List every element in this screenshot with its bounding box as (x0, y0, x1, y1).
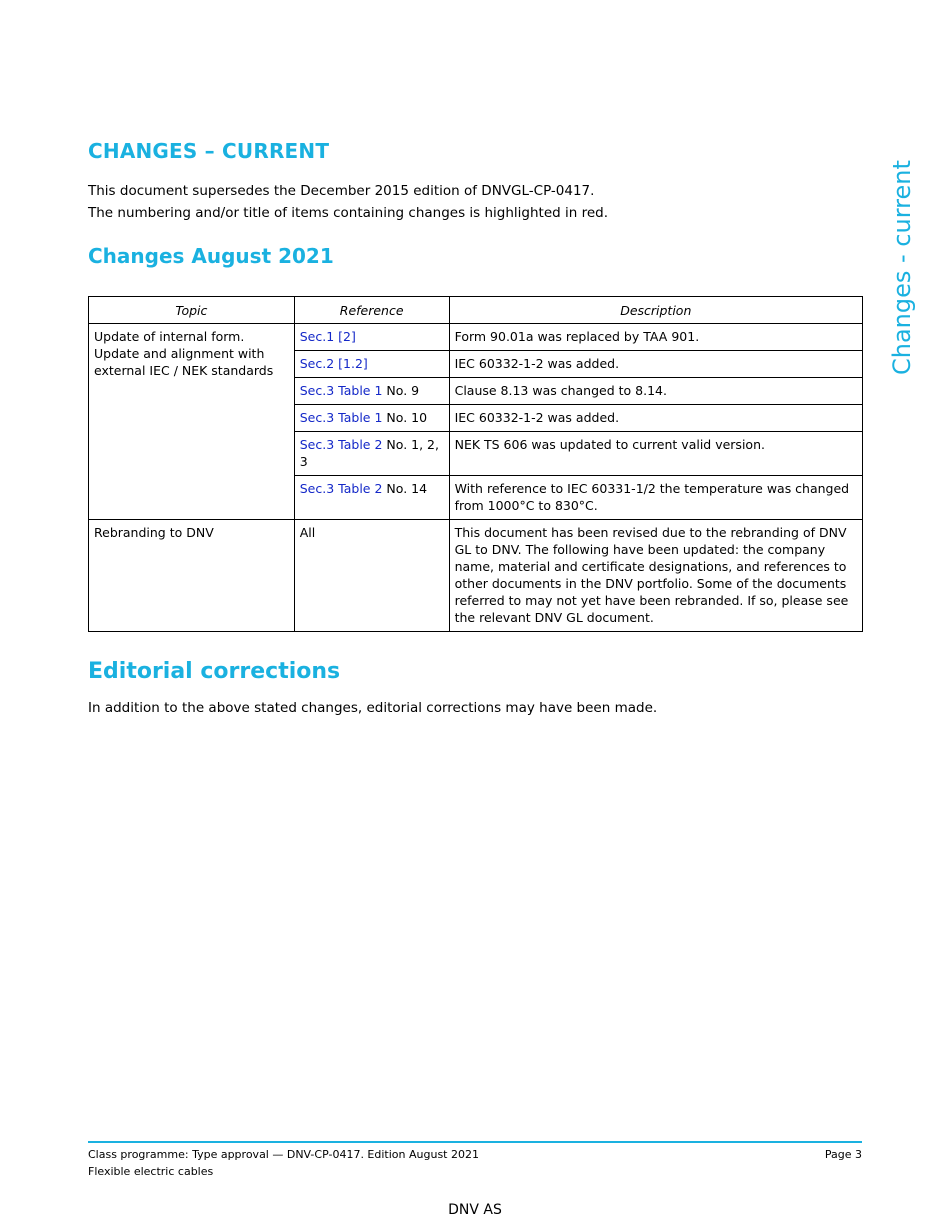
reference-link[interactable]: Sec.2 [1.2] (299, 356, 368, 371)
description-cell: With reference to IEC 60331-1/2 the temperature was changed from 1000°C to 830°C. (449, 476, 862, 520)
topic-line: external IEC / NEK standards (94, 363, 274, 378)
side-tab (882, 145, 922, 375)
reference-cell (294, 405, 449, 432)
header-reference: Reference (294, 297, 449, 324)
reference-link[interactable]: Table 2 (338, 437, 383, 452)
intro-text (88, 180, 868, 224)
reference-link[interactable]: Table 2 (338, 481, 383, 496)
description-cell: This document has been revised due to the rebranding of DNV GL to DNV. The following have been updated: the company name, material and certificate designations, and references to other documents in the DNV portfolio. Some of the documents referred to may not yet have been rebranded. If so, please see the relevant DNV GL document. (449, 520, 862, 632)
reference-cell (294, 351, 449, 378)
footer-divider (88, 1141, 862, 1143)
table-row (89, 520, 863, 632)
page-title: CHANGES – CURRENT (88, 139, 330, 163)
intro-line-2: The numbering and/or title of items containing changes is highlighted in red. (88, 205, 609, 221)
reference-cell (294, 324, 449, 351)
intro-line-1: This document supersedes the December 2015 edition of DNVGL-CP-0417. (88, 183, 595, 199)
side-tab-label: Changes - current (888, 160, 916, 375)
reference-cell (294, 432, 449, 476)
editorial-text: In addition to the above stated changes, editorial corrections may have been made. (88, 700, 658, 716)
changes-table (88, 296, 863, 632)
footer-left (88, 1146, 479, 1180)
reference-link[interactable]: Table 1 (338, 383, 383, 398)
reference-cell (294, 378, 449, 405)
reference-cell (294, 476, 449, 520)
changes-heading: Changes August 2021 (88, 244, 334, 268)
reference-link[interactable]: Sec.3 (299, 410, 335, 425)
page-number: Page 3 (824, 1148, 862, 1161)
reference-link[interactable]: Sec.3 (299, 383, 335, 398)
description-cell: NEK TS 606 was updated to current valid version. (449, 432, 862, 476)
header-topic: Topic (89, 297, 295, 324)
reference-link[interactable]: Sec.1 [2] (299, 329, 356, 344)
reference-text: No. 9 (386, 383, 420, 398)
footer-line-1: Class programme: Type approval — DNV-CP-0417. Edition August 2021 (88, 1148, 479, 1161)
reference-text: No. 14 (386, 481, 428, 496)
topic-line: Update and alignment with (94, 346, 265, 361)
topic-cell: Rebranding to DNV (89, 520, 295, 632)
footer-line-2: Flexible electric cables (88, 1165, 214, 1178)
table-row (89, 324, 863, 351)
description-cell: IEC 60332-1-2 was added. (449, 405, 862, 432)
company-name: DNV AS (448, 1202, 502, 1218)
header-description: Description (449, 297, 862, 324)
reference-link[interactable]: Table 1 (338, 410, 383, 425)
topic-line: Update of internal form. (94, 329, 245, 344)
description-cell: Clause 8.13 was changed to 8.14. (449, 378, 862, 405)
reference-text: No. 10 (386, 410, 428, 425)
reference-link[interactable]: Sec.3 (299, 481, 335, 496)
description-cell: Form 90.01a was replaced by TAA 901. (449, 324, 862, 351)
reference-link[interactable]: Sec.3 (299, 437, 335, 452)
editorial-heading: Editorial corrections (88, 659, 341, 684)
description-cell: IEC 60332-1-2 was added. (449, 351, 862, 378)
table-header-row (89, 297, 863, 324)
reference-text: No. 1, 2, 3 (299, 437, 439, 469)
topic-cell (89, 324, 295, 520)
reference-cell: All (294, 520, 449, 632)
